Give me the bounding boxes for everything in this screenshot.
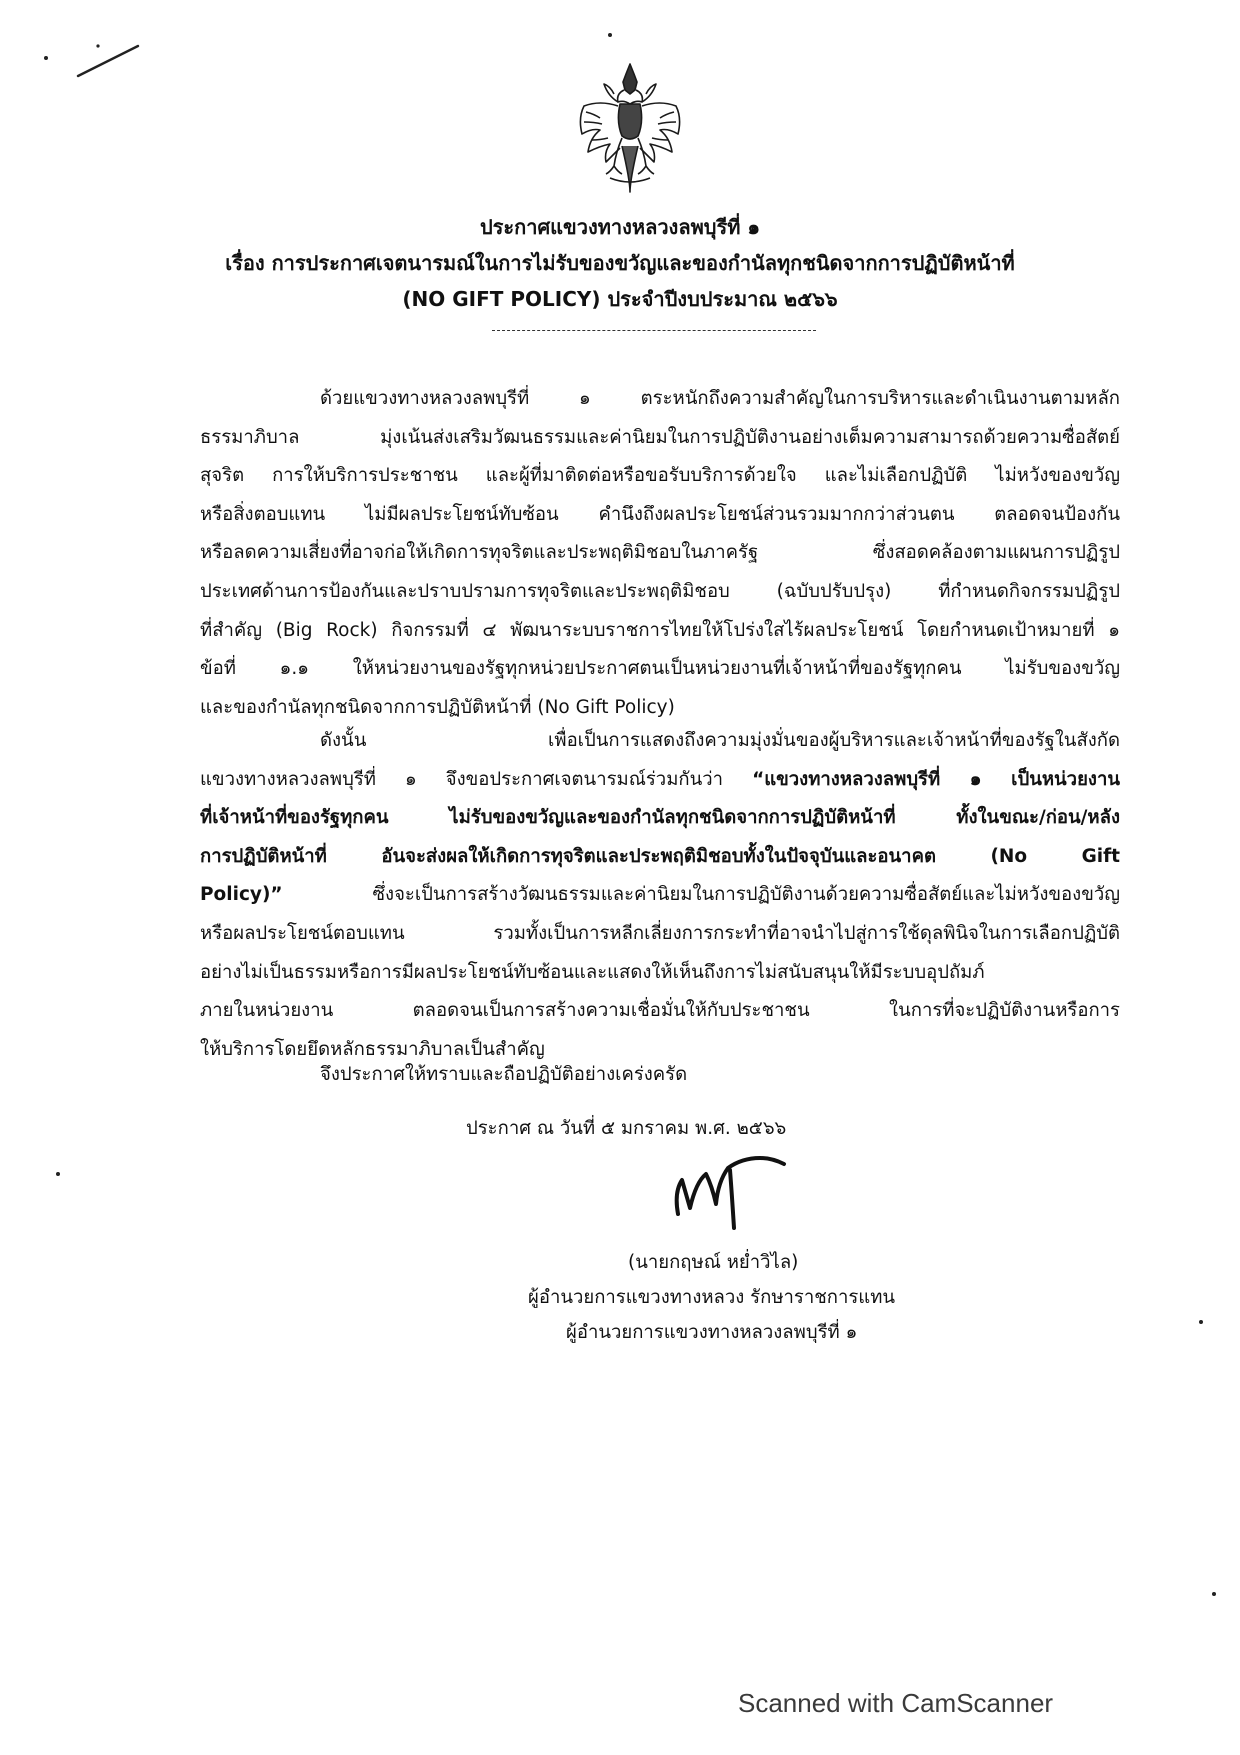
pen-stroke-mark (74, 40, 144, 80)
paragraph-line: ที่สำคัญ (Big Rock) กิจกรรมที่ ๔ พัฒนาระบบราชการไทยให้โปร่งใสไร้ผลประโยชน์ โดยกำหนดเป้าหมายที่ ๑ (200, 619, 1120, 641)
scan-speck (44, 56, 48, 60)
garuda-emblem-icon (570, 60, 690, 196)
paragraph-2 (200, 722, 1120, 1069)
scan-speck (1212, 1592, 1216, 1596)
scan-speck (1199, 1320, 1203, 1324)
paragraph-text: ซึ่งจะเป็นการสร้างวัฒนธรรมและค่านิยมในการปฏิบัติงานด้วยความซื่อสัตย์และไม่หวังของขวัญ (282, 884, 1120, 906)
handwritten-signature (672, 1152, 790, 1232)
paragraph-line: สุจริต การให้บริการประชาชน และผู้ที่มาติดต่อหรือขอรับบริการด้วยใจ และไม่เลือกปฏิบัติ ไม่หวังของขวัญ (200, 465, 1120, 487)
camscanner-watermark: Scanned with CamScanner (738, 1688, 1054, 1718)
pledge-line: การปฏิบัติหน้าที่ อันจะส่งผลให้เกิดการทุจริตและประพฤติมิชอบทั้งในปัจจุบันและอนาคต (No Gift (200, 845, 1120, 867)
paragraph-line: ด้วยแขวงทางหลวงลพบุรีที่ ๑ ตระหนักถึงความสำคัญในการบริหารและดำเนินงานตามหลัก (320, 388, 1120, 409)
paragraph-line: ธรรมาภิบาล มุ่งเน้นส่งเสริมวัฒนธรรมและค่านิยมในการปฏิบัติงานอย่างเต็มความสามารถด้วยความซื่อสัตย์ (200, 426, 1120, 448)
announcement-date: ประกาศ ณ วันที่ ๕ มกราคม พ.ศ. ๒๕๖๖ (466, 1118, 787, 1139)
paragraph-line: ดังนั้น เพื่อเป็นการแสดงถึงความมุ่งมั่นของผู้บริหารและเจ้าหน้าที่ของรัฐในสังกัด (320, 730, 1120, 751)
paragraph-line: ประเทศด้านการป้องกันและปราบปรามการทุจริตและประพฤติมิชอบ (ฉบับปรับปรุง) ที่กำหนดกิจกรรมปฏิรูป (200, 580, 1120, 602)
paragraph-line: หรือสิ่งตอบแทน ไม่มีผลประโยชน์ทับซ้อน คำนึงถึงผลประโยชน์ส่วนรวมมากกว่าส่วนตน ตลอดจนป้องกัน (200, 503, 1120, 525)
paragraph-line: ข้อที่ ๑.๑ ให้หน่วยงานของรัฐทุกหน่วยประกาศตนเป็นหน่วยงานที่เจ้าหน้าที่ของรัฐทุกคน ไม่รับของขวัญ (200, 658, 1120, 680)
announcement-policy-year: (NO GIFT POLICY) ประจำปีงบประมาณ ๒๕๖๖ (402, 287, 838, 311)
heading-divider (492, 330, 816, 331)
paragraph-line: หรือลดความเสี่ยงที่อาจก่อให้เกิดการทุจริตและประพฤติมิชอบในภาครัฐ ซึ่งสอดคล้องตามแผนการปฏิรูป (200, 542, 1120, 564)
paragraph-line: อย่างไม่เป็นธรรมหรือการมีผลประโยชน์ทับซ้อนและแสดงให้เห็นถึงการไม่สนับสนุนให้มีระบบอุปถัมภ์ (200, 961, 985, 983)
signatory-name: (นายกฤษณ์ หย่ำวิไล) (628, 1252, 799, 1273)
paragraph-line: และของกำนัลทุกชนิดจากการปฏิบัติหน้าที่ (No Gift Policy) (200, 696, 675, 718)
paragraph-line (200, 876, 1120, 915)
paragraph-line: ภายในหน่วยงาน ตลอดจนเป็นการสร้างความเชื่อมั่นให้กับประชาชน ในการที่จะปฏิบัติงานหรือการ (200, 1000, 1120, 1022)
signatory-position: ผู้อำนวยการแขวงทางหลวง รักษาราชการแทน (528, 1287, 896, 1308)
pledge-line: ที่เจ้าหน้าที่ของรัฐทุกคน ไม่รับของขวัญและของกำนัลทุกชนิดจากการปฏิบัติหน้าที่ ทั้งในขณะ/ก่อน/หลัง (200, 807, 1120, 829)
paragraph-line: หรือผลประโยชน์ตอบแทน รวมทั้งเป็นการหลีกเลี่ยงการกระทำที่อาจนำไปสู่การใช้ดุลพินิจในการเลือกปฏิบัติ (200, 922, 1120, 944)
scan-speck (56, 1172, 60, 1176)
paragraph-1 (200, 380, 1120, 727)
signatory-position: ผู้อำนวยการแขวงทางหลวงลพบุรีที่ ๑ (566, 1322, 858, 1343)
pledge-text: Policy)” (200, 884, 283, 906)
scan-speck (608, 33, 612, 37)
paragraph-text: แขวงทางหลวงลพบุรีที่ ๑ จึงขอประกาศเจตนารมณ์ร่วมกันว่า (200, 768, 753, 790)
paragraph-line (200, 761, 1120, 800)
announcement-subject: เรื่อง การประกาศเจตนารมณ์ในการไม่รับของขวัญและของกำนัลทุกชนิดจากการปฏิบัติหน้าที่ (225, 251, 1015, 275)
pledge-text: “แขวงทางหลวงลพบุรีที่ ๑ เป็นหน่วยงาน (752, 768, 1120, 790)
paragraph-line: ให้บริการโดยยึดหลักธรรมาภิบาลเป็นสำคัญ (200, 1038, 545, 1060)
announcement-title: ประกาศแขวงทางหลวงลพบุรีที่ ๑ (479, 215, 761, 239)
closing-statement: จึงประกาศให้ทราบและถือปฏิบัติอย่างเคร่งครัด (320, 1064, 688, 1085)
